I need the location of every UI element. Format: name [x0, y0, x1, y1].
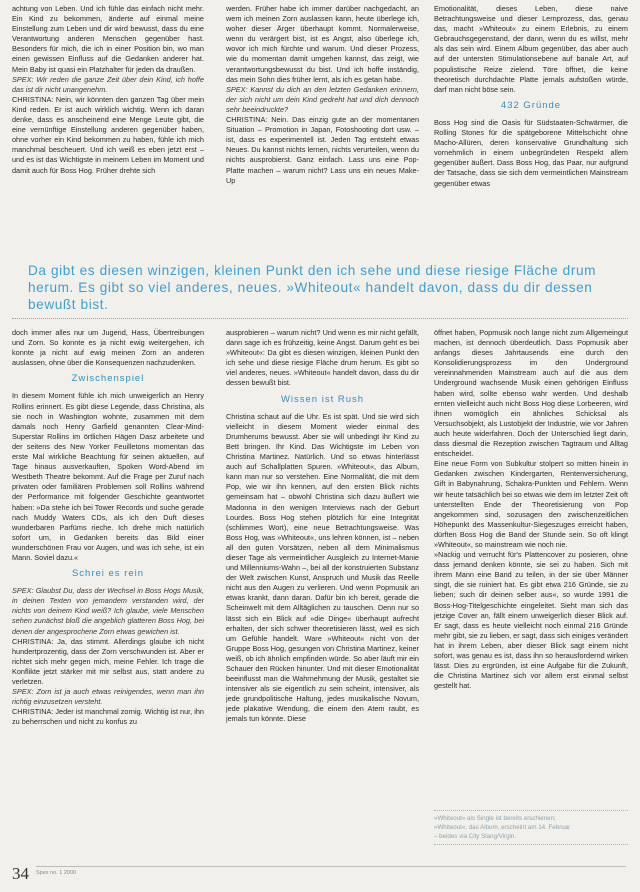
bottom-column-3 — [434, 328, 628, 806]
body-paragraph: Eine neue Form von Subkultur stolpert so mitten hinein in Gedanken zwischen Kindergarten, Rentenversicherung, Gift in Babynahrung, Schakra-Punkten und Fehlern. Wenn wir heute tatsächlich bei so etwas wie dem im letzter Zeit oft unterstellten Ende der Theoretisierung von Pop angekommen sind, sozusagen den zwischenzeitlichen Höhepunkt des Massenkultur-Siegeszuges erreicht haben, dürften Boss Hog die Band der Stunde sein. So oft klingt »Whiteout«, so mainstream wie noch nie. — [434, 459, 628, 549]
section-heading: 432 Gründe — [500, 99, 562, 111]
page-source: Spex no. 1 2000 — [36, 870, 77, 876]
body-paragraph: öffnet haben, Popmusik noch lange nicht zum Allgemeingut machen, ist dennoch überdeutlich. Dass Popmusik aber anfangs dieses Jahrtausends eine durch den Konsolidierungsprozess im den Underground vereinnahmenden Mainstream auch auf die aus dem Underground wachsende Musik einen gehörigen Einfluss haben wird, sollte ebenso wahr werden. Und deshalb ernten vielleicht auch nicht Boss Hog diese Lorbeeren, wird ihnen womöglich ein ähnliches Schicksal als Versuchsobjekt, als Lustobjekt der Industrie, wie vor Jahren auch heute widerfahren. Doch der Unterschied liegt darin, dass diesmal die Rezeption zwischen Tagtraum und Alltag entscheidet. — [434, 328, 628, 459]
page-footer — [12, 864, 628, 886]
footnote-line: »Whiteout«, das Album, erscheint am 14. Februar — [434, 824, 571, 831]
release-footnote — [434, 810, 628, 845]
interview-question: SPEX: Wir reden die ganze Zeit über dein Kind, ich hoffe das ist dir nicht unangenehm. — [12, 74, 204, 94]
section-heading: Schrei es rein — [71, 568, 145, 580]
body-paragraph: ausprobieren – warum nicht? Und wenn es mir nicht gefällt, dann sage ich es frühzeitig, keine Angst. Darum geht es bei »Whiteout«: Da gibt es diesen winzigen, kleinen Punkt den ich sehe und diese riesige Fläche drum herum. Es gibt so viel anderes, neues. »Whiteout« handelt davon, dass du dir dessen bewußt bist. — [226, 328, 419, 388]
body-paragraph: In diesem Moment fühle ich mich unweigerlich an Henry Rollins erinnert. Es gibt diese Legende, dass Christina, als sie noch in Washington wohnte, zusammen mit dem damals noch Henry Garfield genannten Clear-Mind-Superstar Rollins im örtlichen Hägen Dasz arbeitete und der seitens des New Yorker Feuilletons momentan das erste Mal wirkliche Beachtung für seinen aktuellen, auf Tage hinaus ausverkauften, Spoken Word-Abend im Westbeth Theatre bekommt. Auf die Frage per Zuruf nach privaten oder familiären Problemen soll Rollins während der Performance mit folgender Geschichte geantwortet haben: »Da stehe ich bei Tower Records und suche gerade nach Muddy Waters CDs, als ich den Duft dieses wunderbaren Parfüms rieche. Ich drehe mich natürlich sofort um, in Gedanken bereits das Bild einer wunderschönen Frau vor Augen, und was ich sehe, ist ein Mann. Soviel dazu.« — [12, 391, 204, 562]
pull-quote: Da gibt es diesen winzigen, kleinen Punkt den ich sehe und diese riesige Fläche drum herum. Es gibt so viel anderes, neues. »Whiteout« handelt davon, dass du dir dessen bewußt bist. — [28, 263, 597, 312]
body-paragraph: werden. Früher habe ich immer darüber nachgedacht, an wem ich meinen Zorn auslassen kann, heute überlege ich, woher dieser Ärger überhaupt kommt. Normalerweise, wenn du verärgert bist, ist es Angst, also überlege ich, wovor ich mich fürchte und warum. Und dieser Prozess, wie du momentan damit umgehen kannst, das zeigt, wie verantwortungsbewusst du bist. Und ich hoffe inständig, das mein Sohn dies früher lernt, als ich es getan habe. — [226, 4, 419, 84]
section-heading: Wissen ist Rush — [280, 393, 365, 405]
body-paragraph: Emotionalität, dieses Leben, diese naive Betrachtungsweise und dieser Lernprozess, das, genau das, macht »Whiteout« zu einem Erlebnis, zu einem Gebrauchsgegenstand, der dann, wenn du es willst, mehr als das sein wird. Einem Album gegenüber, das aber auch auf der untersten Stimulationsebene auf banale Art, auf populistische Reize zielend. Töre öffnet, die keine theoretisch durchdachte Platte jemals aufstoßen würde, darf man nicht böse sein. — [434, 4, 628, 94]
section-heading: Zwischenspiel — [71, 373, 145, 385]
bottom-column-1 — [12, 328, 204, 856]
body-paragraph: Christina schaut auf die Uhr. Es ist spät. Und sie wird sich vielleicht in diesem Moment wieder einmal des Drumherums bewusst. Aber sie will unbedingt ihr Kind zu Bett bringen. Ihr Kind. Das Wichtigste im Leben von Christina Martinez. Natürlich. Und so etwas hinterlässt auch auf Schallplatten Spuren. »Whiteout«, das Album, kann man nur so verstehen. Eine Normalität, die mit dem Pop, wie wir ihn kennen, auf den ersten Blick nichts gemeinsam hat – obwohl Christina sich dazu äußert wie Madonna in den wenigen Interviews nach der Geburt Lourdes. Boss Hog stehen plötzlich für eine Integrität (schlimmes Wort), eine neue Betrachtungsweise. Was Boss Hog, was »Whiteout«, uns lehren können, ist – neben all den guten Vorsätzen, neben all dem Minimalismus dieser Tage als vermeintlicher Ausgleich zu Internet-Manie und Millenniums-Wahn –, bei all der konstruierten Substanz der Welt zwischen Kunst, Anspruch und Musik das Reelle nicht aus den Augen zu verlieren. Und wenn Popmusik an etwas krankt, dann daran. Dafür bin ich bereit, gerade die Scheinwelt mit dem Alltäglichen zu tauschen. Denn nur so lässt sich ein Blick auf »die Dinge« überhaupt aufrecht erhalten, der sich schwer theoretisieren lässt, weil es sich um Gefühle handelt. Ware »Whiteout« nicht von der Gruppe Boss Hog, gesungen von Christina Martinez, keiner weiß, ob ich ähnlich empfinden würde. So aber läuft mir ein Schauer den Rücken hinunter. Und mit dieser Emotionalität beeinflusst man die Wahrnehmung der Musik, gestaltet sie intensiver als sie eigentlich zu sein scheint, intensiver, als jede grundpolitische Haltung, jedes musikalische Novum, jede plakative Wendung, die einem den Atem raubt, es jemals tun könnte. Diese — [226, 411, 419, 724]
body-paragraph: achtung von Leben. Und ich fühle das einfach nicht mehr. Ein Kind zu bekommen, änderte auf einmal meine Einstellung zum Leben und dir wird bewusst, dass du eine Verantwortung anderen Menschen gegenüber hast. Besonders für mich, die ich in einer Position bin, wo man einen gewissen Einfluss auf die Gedanken anderer hat. Mein Baby ist quasi ein Platzhalter für jeden da draußen. — [12, 4, 204, 74]
pull-quote-divider — [12, 318, 628, 319]
footnote-line: »Whiteout« als Single ist bereits erschienen; — [434, 815, 556, 822]
bottom-column-2 — [226, 328, 419, 856]
interview-question: SPEX: Zorn ist ja auch etwas reinigendes, wenn man ihn richtig einzusetzen versteht. — [12, 687, 204, 707]
top-column-1 — [12, 4, 204, 251]
footer-rule — [36, 866, 626, 867]
interview-question: SPEX: Glaubst Du, dass der Wechsel in Boss Hogs Musik, in deinen Texten von jemandem verstanden wird, der nichts von deinem Kind weiß? Ich glaube, viele Menschen sehen zunächst bloß die angeblich glatteren Boss Hog, bei denen der angesprochene Zorn etwas gewichen ist. — [12, 586, 204, 636]
body-paragraph: CHRISTINA: Nein. Das einzig gute an der momentanen Situation – Promotion in Japan, Fotoshooting dort usw. – ist, dass es experimentell ist. Jeden Tag entsteht etwas Neues. Du kannst nichts lernen, nichts verurteilen, wenn du nichts ausprobierst. Ganz einfach. Lass uns eine Pop-Platte machen – warum nicht? Lass uns ein neues Make-Up — [226, 115, 419, 185]
top-column-2 — [226, 4, 419, 251]
interview-question: SPEX: Kannst du dich an den letzten Gedanken erinnern, der sich nicht um dein Kind gedreht hat und dich dennoch sehr beeindruckte? — [226, 84, 419, 114]
body-paragraph: doch immer alles nur um Jugend, Hass, Übertreibungen und Zorn. So konnte es ja nicht ewig weitergehen, ich konnte ja nicht auf ewig meinen Zorn an anderen auslassen, ohne über die Konsequenzen nachzudenken. — [12, 328, 204, 368]
page-number: 34 — [12, 864, 29, 883]
body-paragraph: CHRISTINA: Ja, das stimmt. Allerdings glaube ich nicht hundertprozentig, dass der Zorn verschwunden ist. Aber er richtet sich mehr gegen mich, meine Fehler. Ich trage die Konflikte jetzt stärker mit mir selbst aus, statt andere zu verletzen. — [12, 636, 204, 686]
body-paragraph: CHRISTINA: Jeder ist manchmal zornig. Wichtig ist nur, ihn zu beherrschen und nicht zu konfus zu — [12, 707, 204, 727]
body-paragraph: CHRISTINA: Nein, wir könnten den ganzen Tag über mein Kind reden. Er ist auch wirklich wichtig. Wenn ich daran denke, dass es anscheinend eine Menge Leute gibt, die eine vernünftige Einstellung anderen gegenüber haben, ohne vorher ein Kind bekommen zu haben, fühle ich mich manchmal bescheuert. Und ich weiß es eben jetzt erst – und es ist das Wichtigste in meinem Leben im Moment und damit auch für Boss Hog. Früher drehte sich — [12, 94, 204, 175]
footnote-line: – beides via City Slang/Virgin. — [434, 833, 517, 840]
top-column-3 — [434, 4, 628, 251]
body-paragraph: »Nackig und verrucht für's Plattencover zu posieren, ohne dass jemand denken könnte, sie sei zu haben. Sich mit ihrem Mann eine Band zu teilen, in der sie über Männer singt, die sie ruiniert hat. Es gibt etwa 216 Gründe, sie zu lieben; such dir deinen selber aus«, so wurde 1991 die Boss-Hog-Titelgeschichte eingeleitet. Sieht man sich das jetzige Cover an, fällt einem unweigerlich dieser Blick auf. Er sagt, dass es heute vielleicht noch einmal 216 Gründe mehr gibt, sie zu lieben, er sagt, dass sich einiges verändert hat in ihrem Leben, aber dieser Blick sagt einem nicht sofort, was genau es ist, dass ihn so herausfordernd wirken lässt. Dies zu ergründen, ist eine Aufgabe für die Zukunft, die Christina Martinez sich vor allem erst einmal selbst gestellt hat. — [434, 550, 628, 691]
body-paragraph: Boss Hog sind die Oasis für Südstaaten-Schwärmer, die Rolling Stones für die spätgeborene Mittelschicht ohne Macho-Allüren, deren konservative Grundhaltung sich vornehmlich in einem unbegründeten Respekt allem gegenüber äußert. Dass Boss Hog, das Paar, nur aufgrund der Tatsache, dass sie sich dem vermeintlichen Mainstream gegenüber etwas — [434, 117, 628, 188]
